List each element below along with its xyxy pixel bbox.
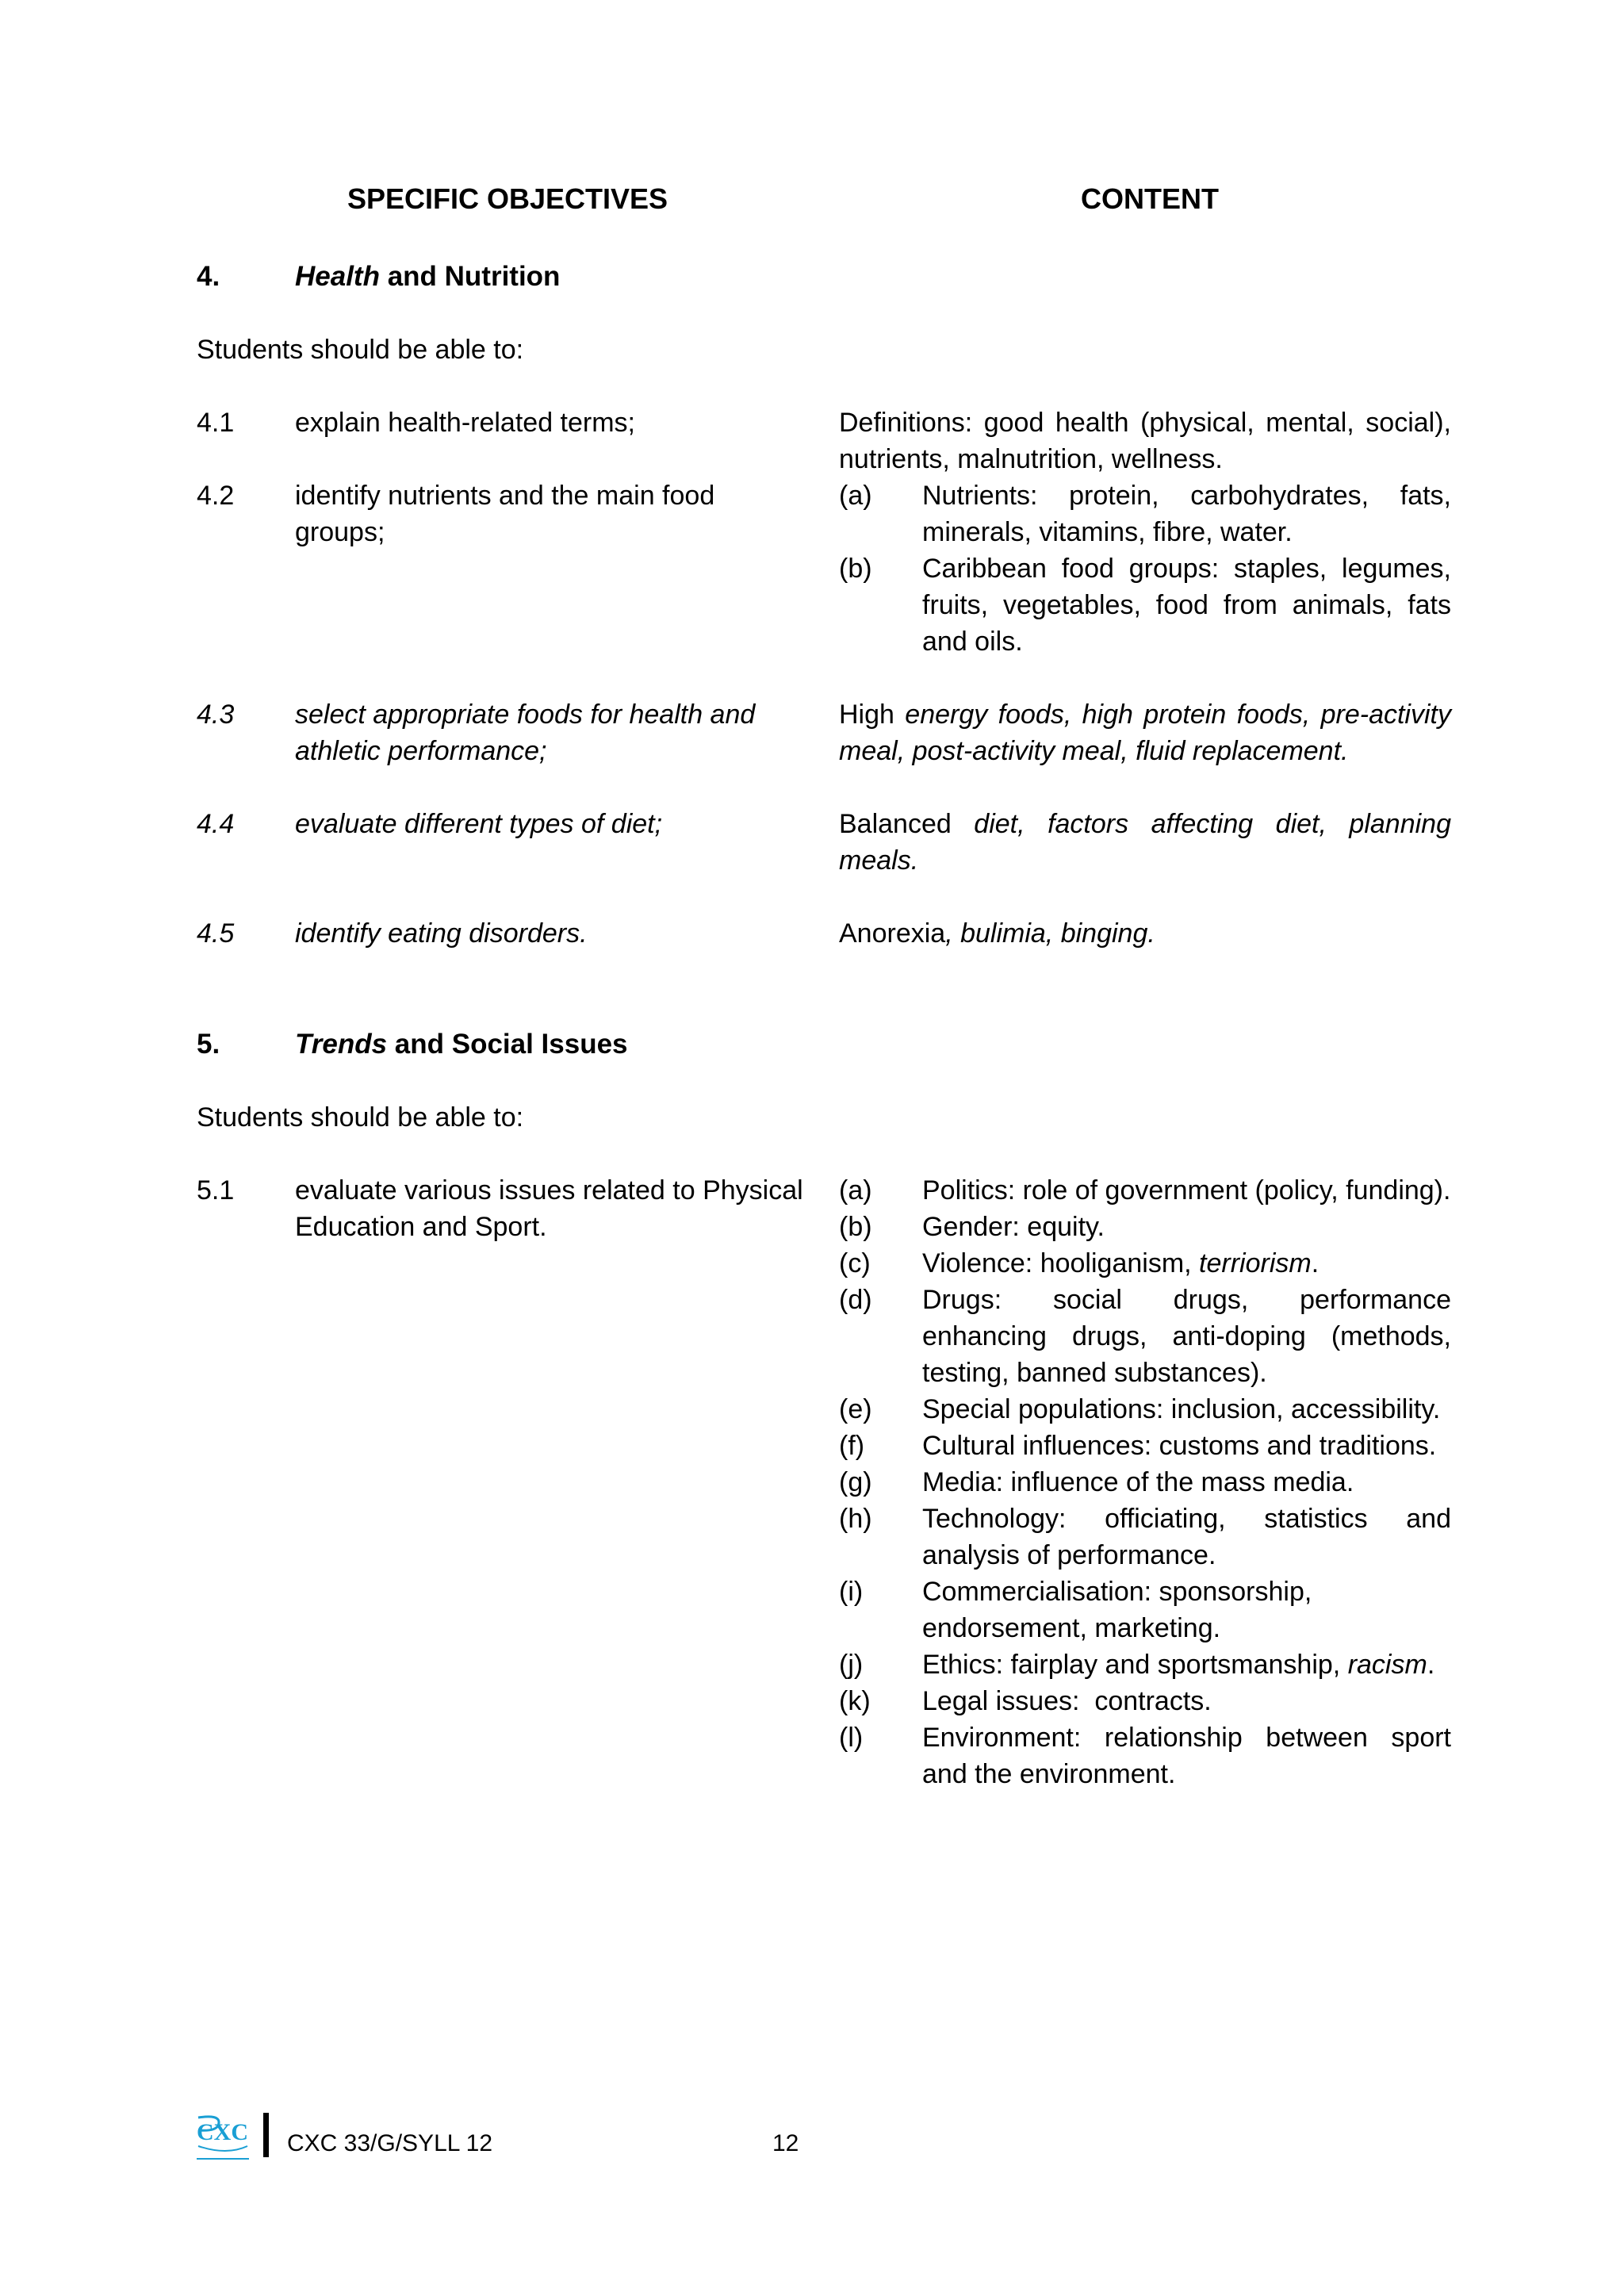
section-number: 4. — [197, 261, 220, 292]
objective-text: identify eating disorders. — [295, 918, 588, 949]
objective-text: evaluate different types of diet; — [295, 809, 663, 839]
section-5-lead: Students should be able to: — [197, 1102, 524, 1133]
section-4-lead: Students should be able to: — [197, 335, 524, 365]
section-title-italic: Trends — [295, 1029, 388, 1060]
objective-text: evaluate various issues related to Physical Education and Sport. — [295, 1175, 803, 1242]
list-item — [839, 477, 1451, 550]
list-item — [839, 1464, 1451, 1501]
list-label: (j) — [839, 1650, 864, 1680]
objective-text: select appropriate foods for health and athletic performance; — [295, 700, 756, 766]
section-title — [295, 259, 560, 295]
page-number: 12 — [772, 2130, 799, 2156]
list-label: (h) — [839, 1504, 872, 1534]
list-text: Technology: officiating, statistics and analysis of performance. — [922, 1504, 1451, 1570]
header-specific-objectives: SPECIFIC OBJECTIVES — [347, 182, 668, 215]
list-label: (k) — [839, 1686, 871, 1716]
list-text: Ethics: fairplay and sportsmanship, — [922, 1650, 1348, 1680]
objective-number: 5.1 — [197, 1175, 235, 1205]
list-label: (b) — [839, 1212, 872, 1242]
footer-code: CXC 33/G/SYLL 12 — [287, 2130, 493, 2156]
content-plain: High — [839, 700, 894, 730]
cxc-logo — [195, 2114, 251, 2160]
list-text: Special populations: inclusion, accessibility. — [922, 1394, 1441, 1424]
list-text: Violence: hooliganism, — [922, 1248, 1200, 1278]
list-text: Environment: relationship between sport and the environment. — [922, 1723, 1451, 1789]
content-italic: energy foods, high protein foods, pre-activity meal, post-activity meal, fluid replacement. — [839, 700, 1451, 766]
content-4-4 — [839, 806, 1451, 879]
list-item — [839, 1209, 1451, 1245]
footer-divider — [263, 2113, 269, 2157]
list-text: Caribbean food groups: staples, legumes, fruits, vegetables, food from animals, fats and oils. — [922, 554, 1451, 657]
objective-number: 4.1 — [197, 408, 235, 438]
content-4-1: Definitions: good health (physical, mental, social), nutrients, malnutrition, wellness. — [839, 408, 1451, 474]
content-5-1-list — [839, 1172, 1451, 1792]
list-text: Legal issues: contracts. — [922, 1686, 1212, 1716]
objective-number: 4.3 — [197, 700, 235, 730]
list-item — [839, 550, 1451, 660]
list-text-after: . — [1427, 1650, 1435, 1680]
list-label: (e) — [839, 1394, 872, 1424]
list-item — [839, 1282, 1451, 1391]
content-italic: , bulimia, binging. — [945, 918, 1155, 949]
list-label: (c) — [839, 1248, 871, 1278]
objective-text: identify nutrients and the main food groups; — [295, 481, 715, 547]
content-4-2-list — [839, 477, 1451, 660]
section-number: 5. — [197, 1029, 220, 1060]
list-label: (a) — [839, 1175, 872, 1205]
list-text: Politics: role of government (policy, funding). — [922, 1175, 1451, 1205]
section-title-italic: Health — [295, 261, 380, 292]
list-label: (b) — [839, 554, 872, 584]
logo-lettering: CXC — [197, 2119, 248, 2145]
list-item — [839, 1245, 1451, 1282]
header-content: CONTENT — [1081, 182, 1219, 215]
objective-number: 4.2 — [197, 481, 235, 511]
list-item — [839, 1683, 1451, 1719]
list-label: (i) — [839, 1577, 864, 1607]
section-title — [295, 1026, 628, 1063]
content-plain: Balanced — [839, 809, 952, 839]
list-text-italic: terriorism — [1199, 1248, 1312, 1278]
section-5-heading — [197, 1026, 831, 1063]
list-item — [839, 1428, 1451, 1464]
section-title-rest: and Nutrition — [379, 261, 561, 292]
content-4-3 — [839, 696, 1451, 769]
objective-number: 4.4 — [197, 809, 235, 839]
list-item — [839, 1391, 1451, 1428]
content-4-5 — [839, 915, 1451, 952]
section-4-heading — [197, 259, 831, 295]
list-item — [839, 1646, 1451, 1683]
list-label: (a) — [839, 481, 872, 511]
content-italic: diet, factors affecting diet, planning meals. — [839, 809, 1451, 876]
list-item — [839, 1172, 1451, 1209]
list-label: (l) — [839, 1723, 864, 1753]
list-item — [839, 1573, 1451, 1646]
list-text: Drugs: social drugs, performance enhancing drugs, anti-doping (methods, testing, banned substances). — [922, 1285, 1451, 1388]
cxc-logo-icon — [195, 2114, 251, 2160]
content-plain: Anorexia — [839, 918, 946, 949]
list-label: (g) — [839, 1467, 872, 1497]
list-text: Nutrients: protein, carbohydrates, fats, minerals, vitamins, fibre, water. — [922, 481, 1451, 547]
list-label: (d) — [839, 1285, 872, 1315]
list-text-after: . — [1311, 1248, 1320, 1278]
list-text: Commercialisation: sponsorship, endorsement, marketing. — [922, 1577, 1312, 1643]
list-item — [839, 1719, 1451, 1792]
section-title-rest: and Social Issues — [387, 1029, 628, 1060]
list-text: Cultural influences: customs and traditions. — [922, 1431, 1437, 1461]
list-label: (f) — [839, 1431, 865, 1461]
list-text: Media: influence of the mass media. — [922, 1467, 1354, 1497]
list-text-italic: racism — [1347, 1650, 1427, 1680]
list-item — [839, 1501, 1451, 1573]
objective-number: 4.5 — [197, 918, 235, 949]
objective-text: explain health-related terms; — [295, 408, 636, 438]
list-text: Gender: equity. — [922, 1212, 1105, 1242]
